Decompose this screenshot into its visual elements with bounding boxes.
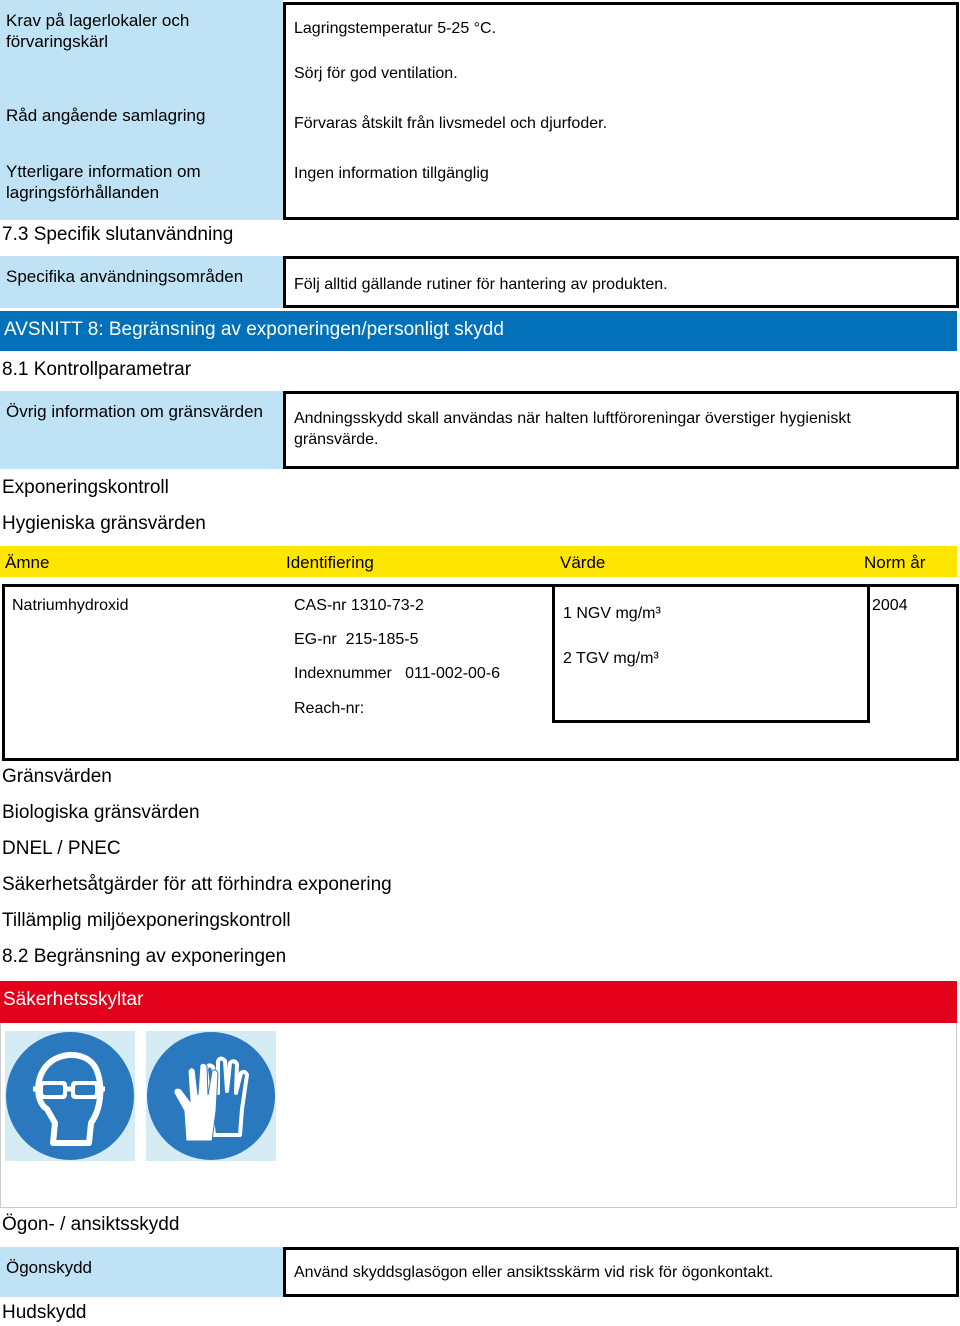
specific-use-box xyxy=(283,256,959,308)
gloves-icon xyxy=(146,1031,276,1161)
section-8-banner: AVSNITT 8: Begränsning av exponeringen/personligt skydd xyxy=(0,311,957,351)
substance-name: Natriumhydroxid xyxy=(12,597,129,614)
id-eg: EG-nr 215-185-5 xyxy=(294,631,419,648)
specific-use-text: Följ alltid gällande rutiner för hantering av produkten. xyxy=(294,276,668,293)
header-substance: Ämne xyxy=(5,553,50,572)
norm-year: 2004 xyxy=(872,597,908,614)
storage-temperature-text: Lagringstemperatur 5-25 °C. xyxy=(294,20,497,37)
storage-requirements-box xyxy=(283,2,959,97)
storage-additional-box xyxy=(283,147,959,220)
limit-values-title: Gränsvärden xyxy=(2,766,112,787)
storage-additional-text: Ingen information tillgänglig xyxy=(294,165,489,182)
id-reach: Reach-nr: xyxy=(294,700,365,717)
safety-signs-banner: Säkerhetsskyltar xyxy=(0,981,957,1023)
section-8-1-title: 8.1 Kontrollparametrar xyxy=(2,359,192,380)
value-ngv: 1 NGV mg/m³ xyxy=(563,605,661,622)
hygienic-limits-title: Hygieniska gränsvärden xyxy=(2,513,206,534)
id-cas: CAS-nr 1310-73-2 xyxy=(294,597,424,614)
header-value: Värde xyxy=(560,553,606,572)
header-identification: Identifiering xyxy=(286,553,374,572)
face-goggles-icon xyxy=(5,1031,135,1161)
skin-protection-title: Hudskydd xyxy=(2,1302,87,1323)
limits-table-header xyxy=(0,546,957,577)
other-limits-box xyxy=(283,391,959,469)
eye-protection-label: Ögonskydd xyxy=(0,1247,283,1297)
biological-limits-title: Biologiska gränsvärden xyxy=(2,802,200,823)
storage-requirements-label: Krav på lagerlokaler och förvaringskärl xyxy=(0,0,283,95)
dnel-pnec-title: DNEL / PNEC xyxy=(2,838,121,859)
eye-face-protection-title: Ögon- / ansiktsskydd xyxy=(2,1214,180,1235)
header-norm-year: Norm år xyxy=(864,553,926,572)
section-8-2-title: 8.2 Begränsning av exponeringen xyxy=(2,946,287,967)
co-storage-label: Råd angående samlagring xyxy=(0,95,283,147)
environmental-control-title: Tillämplig miljöexponeringskontroll xyxy=(2,910,291,931)
limits-table-body xyxy=(2,584,959,761)
specific-use-label: Specifika användningsområden xyxy=(0,256,283,308)
eye-protection-box xyxy=(283,1247,959,1297)
value-cell xyxy=(552,587,870,723)
other-limits-text: Andningsskydd skall användas när halten luftföroreningar överstiger hygieniskt gränsvärde. xyxy=(294,410,851,448)
co-storage-text: Förvaras åtskilt från livsmedel och djurfoder. xyxy=(294,115,608,132)
safety-symbols-area xyxy=(0,1023,957,1208)
prevention-measures-title: Säkerhetsåtgärder för att förhindra exponering xyxy=(2,874,392,895)
other-limits-label: Övrig information om gränsvärden xyxy=(0,391,283,469)
id-index: Indexnummer 011-002-00-6 xyxy=(294,665,501,682)
value-tgv: 2 TGV mg/m³ xyxy=(563,650,659,667)
ventilation-text: Sörj för god ventilation. xyxy=(294,65,458,82)
co-storage-box xyxy=(283,97,959,147)
section-7-3-title: 7.3 Specifik slutanvändning xyxy=(2,224,234,245)
storage-additional-label: Ytterligare information om lagringsförhållanden xyxy=(0,147,283,220)
exposure-control-title: Exponeringskontroll xyxy=(2,477,169,498)
eye-protection-text: Använd skyddsglasögon eller ansiktsskärm vid risk för ögonkontakt. xyxy=(294,1264,774,1281)
